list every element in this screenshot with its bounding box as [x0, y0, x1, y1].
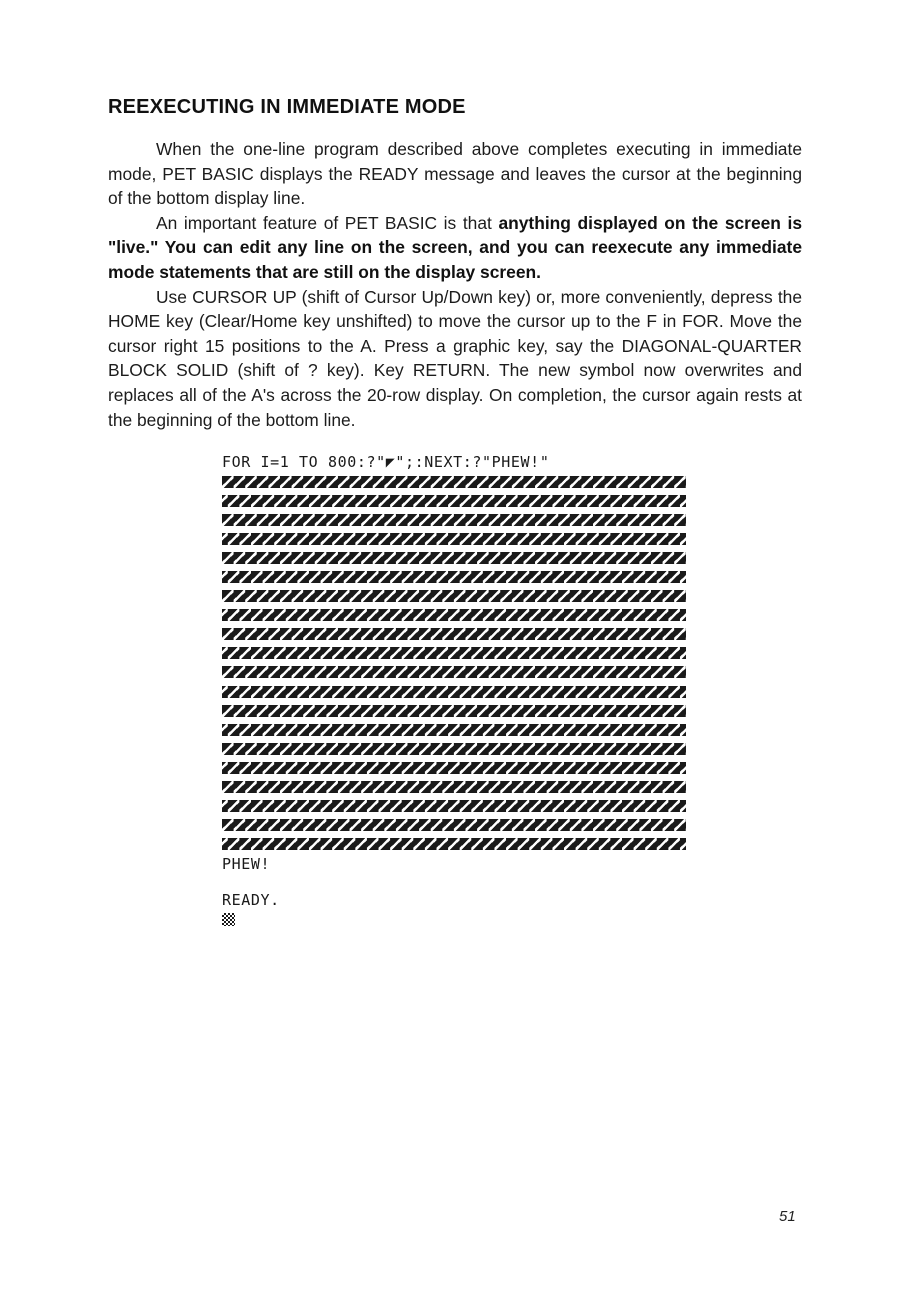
- paragraph-3: Use CURSOR UP (shift of Cursor Up/Down key) or, more conveniently, depress the HOME key (Clear/Home key unshifted) to move the cursor up to the F in FOR. Move the cursor right 15 positions to the A. Press a graphic key, say the DIAGONAL-QUARTER BLOCK SOLID (shift of ? key). Key RETURN. The new symbol now overwrites and replaces all of the A's across the 20-row display. On completion, the cursor again rests at the beginning of the bottom line.: [108, 286, 802, 430]
- blank-line: [222, 874, 692, 890]
- paragraph-2: [108, 211, 802, 285]
- pattern-row: [222, 567, 692, 586]
- pattern-row: [222, 663, 692, 682]
- pattern-row: [222, 701, 692, 720]
- diagonal-block-glyph-strip: [222, 495, 686, 507]
- diagonal-block-glyph-strip: [222, 552, 686, 564]
- phew-output-line: PHEW!: [222, 854, 271, 873]
- diagonal-block-glyph-strip: [222, 666, 686, 678]
- diagonal-block-glyph-strip: [222, 647, 686, 659]
- diagonal-block-glyph-strip: [222, 628, 686, 640]
- diagonal-block-glyph-strip: [222, 590, 686, 602]
- ready-prompt: READY.: [222, 890, 280, 909]
- diagonal-block-glyph-strip: [222, 705, 686, 717]
- diagonal-block-glyph-strip: [222, 533, 686, 545]
- pattern-row: [222, 758, 692, 777]
- paragraph-2-plain: An important feature of PET BASIC is that: [156, 212, 499, 233]
- diagonal-block-glyph-strip: [222, 724, 686, 736]
- pattern-row: [222, 510, 692, 529]
- pattern-row: [222, 587, 692, 606]
- section-heading: REEXECUTING IN IMMEDIATE MODE: [108, 96, 466, 118]
- checkered-cursor-block-icon: [222, 913, 235, 926]
- diagonal-block-glyph-strip: [222, 838, 686, 850]
- pattern-row: [222, 778, 692, 797]
- diagonal-block-glyph-strip: [222, 781, 686, 793]
- page-number: 51: [779, 1208, 796, 1225]
- diagonal-block-glyph-strip: [222, 819, 686, 831]
- pattern-row: [222, 472, 692, 491]
- diagonal-block-glyph-strip: [222, 571, 686, 583]
- diagonal-block-glyph-strip: [222, 476, 686, 488]
- diagonal-block-glyph-strip: [222, 514, 686, 526]
- pet-screen-listing: [222, 452, 692, 926]
- diagonal-block-glyph-strip: [222, 686, 686, 698]
- pattern-row: [222, 606, 692, 625]
- command-line: FOR I=1 TO 800:?"◤";:NEXT:?"PHEW!": [222, 453, 550, 471]
- paragraph-2-emphasis: anything displayed on the screen is "live." You can edit any line on the screen, and you can reexecute any immediate mode statements that are still on the display screen.: [108, 212, 803, 282]
- pattern-row: [222, 816, 692, 835]
- diagonal-block-glyph-strip: [222, 762, 686, 774]
- pattern-row: [222, 548, 692, 567]
- body-text: [108, 137, 802, 432]
- pattern-row: [222, 491, 692, 510]
- pattern-row: [222, 682, 692, 701]
- pattern-row: [222, 720, 692, 739]
- pattern-row: [222, 625, 692, 644]
- diagonal-block-glyph-strip: [222, 743, 686, 755]
- diagonal-block-glyph-strip: [222, 800, 686, 812]
- paragraph-1: When the one-line program described above completes executing in immediate mode, PET BASIC displays the READY message and leaves the cursor at the beginning of the bottom display line.: [108, 139, 802, 209]
- diagonal-block-glyph-strip: [222, 609, 686, 621]
- graphic-pattern-block: [222, 472, 692, 854]
- pattern-row: [222, 739, 692, 758]
- pattern-row: [222, 529, 692, 548]
- pattern-row: [222, 644, 692, 663]
- pattern-row: [222, 797, 692, 816]
- pattern-row: [222, 835, 692, 854]
